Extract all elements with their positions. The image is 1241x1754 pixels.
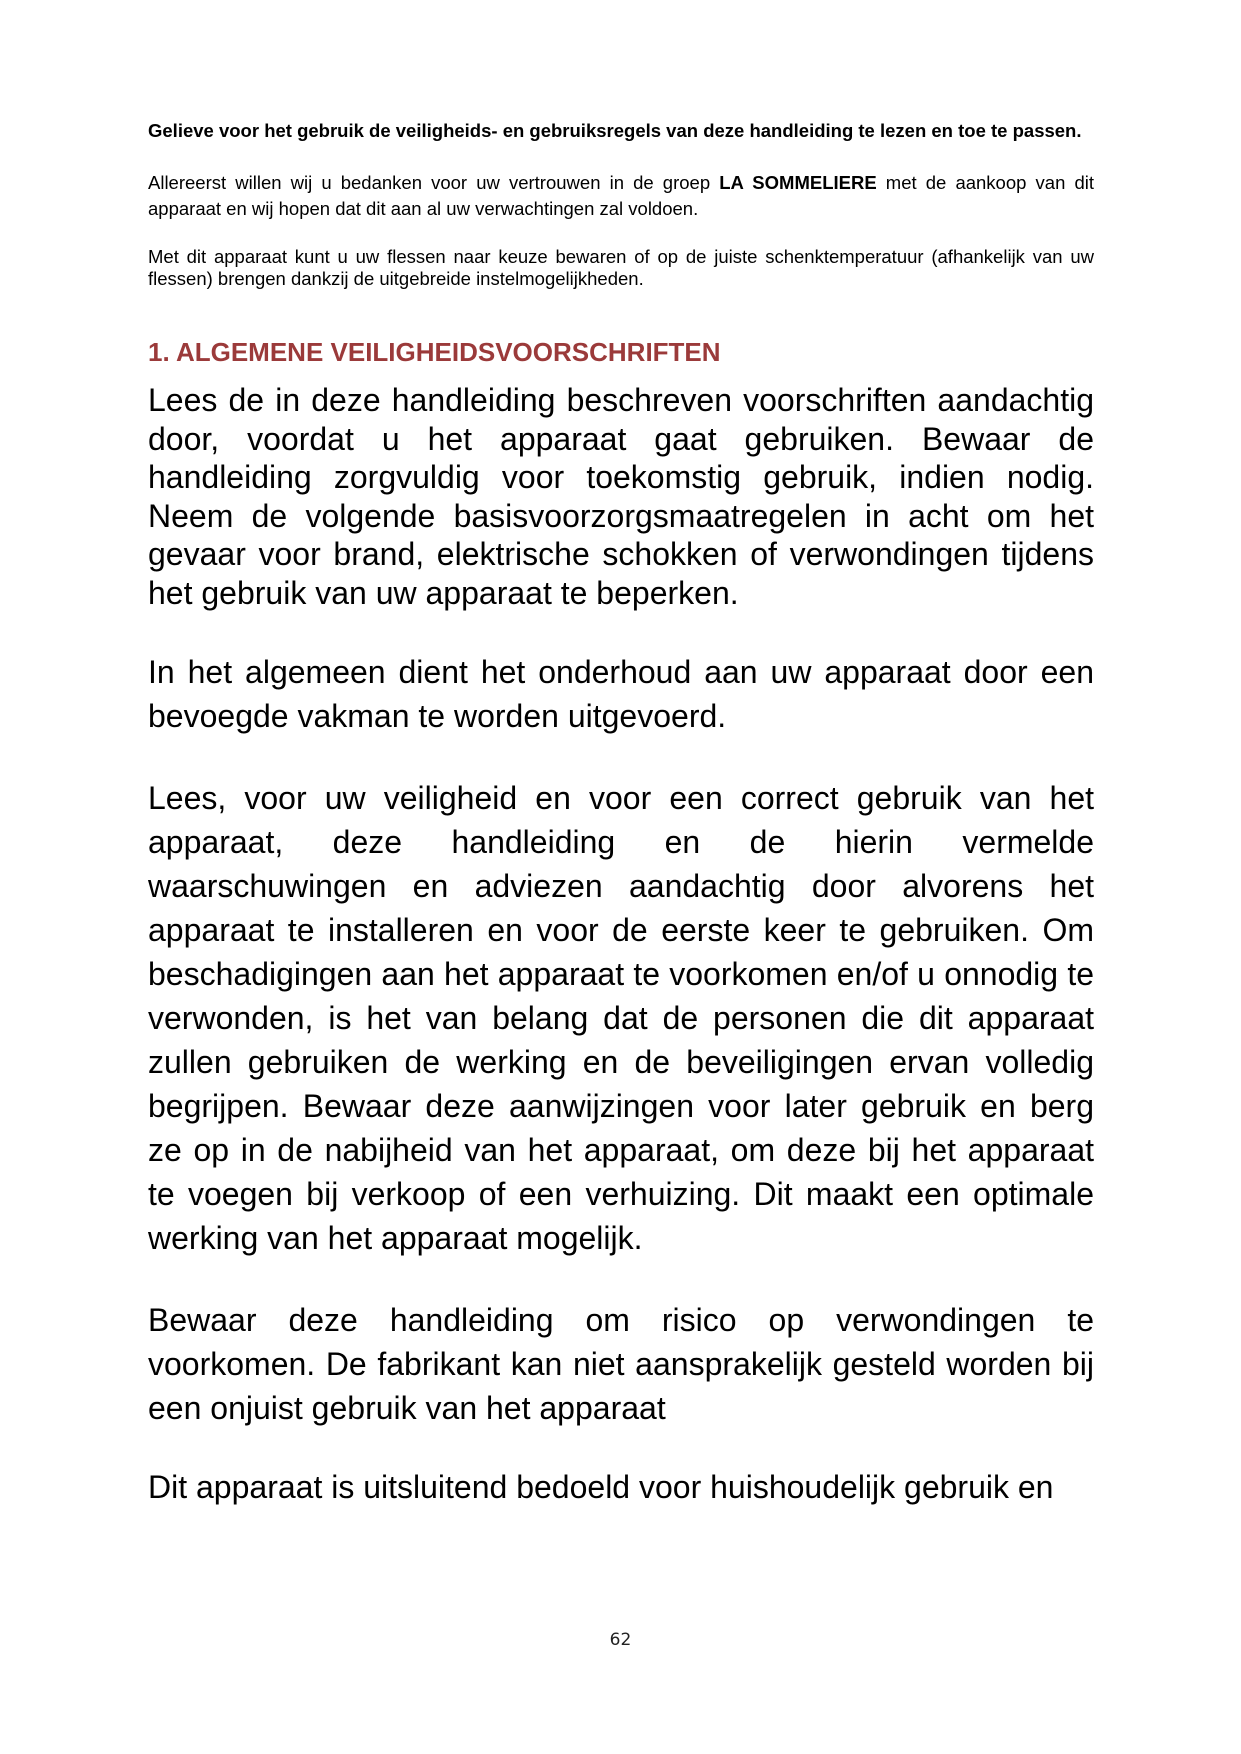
section-paragraph-3: Lees, voor uw veiligheid en voor een correct gebruik van het apparaat, deze handleiding en de hierin vermelde waarschuwingen en adviezen aandachtig door alvorens het apparaat te installeren en voor de eerste keer te gebruiken. Om beschadigingen aan het apparaat te voorkomen en/of u onnodig te verwonden, is het van belang dat de personen die dit apparaat zullen gebruiken de werking en de beveiligingen ervan volledig begrijpen. Bewaar deze aanwijzingen voor later gebruik en berg ze op in de nabijheid van het apparaat, om deze bij het apparaat te voegen bij verkoop of een verhuizing. Dit maakt een optimale werking van het apparaat mogelijk. [148,780,1094,1256]
page-number: 62 [609,1630,632,1650]
section-paragraph-2: In het algemeen dient het onderhoud aan uw apparaat door een bevoegde vakman te worden uitgevoerd. [148,654,1094,734]
section-paragraph-4: Bewaar deze handleiding om risico op verwondingen te voorkomen. De fabrikant kan niet aansprakelijk gesteld worden bij een onjuist gebruik van het apparaat [148,1302,1094,1426]
intro-thanks-after: met de aankoop van dit apparaat en wij hopen dat dit aan al uw verwachtingen zal voldoen. [148,172,1095,219]
section-heading: 1. ALGEMENE VEILIGHEIDSVOORSCHRIFTEN [148,337,721,367]
intro-features: Met dit apparaat kunt u uw flessen naar keuze bewaren of op de juiste schenktemperatuur (afhankelijk van uw flessen) brengen dankzij de uitgebreide instelmogelijkheden. [148,246,1094,289]
intro-thanks-before: Allereerst willen wij u bedanken voor uw vertrouwen in de groep [148,172,720,193]
section-paragraph-1: Lees de in deze handleiding beschreven voorschriften aandachtig door, voordat u het apparaat gaat gebruiken. Bewaar de handleiding zorgvuldig voor toekomstig gebruik, indien nodig. Neem de volgende basisvoorzorgsmaatregelen in acht om het gevaar voor brand, elektrische schokken of verwondingen tijdens het gebruik van uw apparaat te beperken. [148,382,1094,611]
section-paragraph-5: Dit apparaat is uitsluitend bedoeld voor huishoudelijk gebruik en [148,1469,1054,1505]
intro-thanks [148,170,1094,222]
manual-page [148,116,1094,1507]
brand-name: LA SOMMELIERE [719,172,877,193]
intro-notice: Gelieve voor het gebruik de veiligheids- en gebruiksregels van deze handleiding te lezen en toe te passen. [148,120,1082,141]
